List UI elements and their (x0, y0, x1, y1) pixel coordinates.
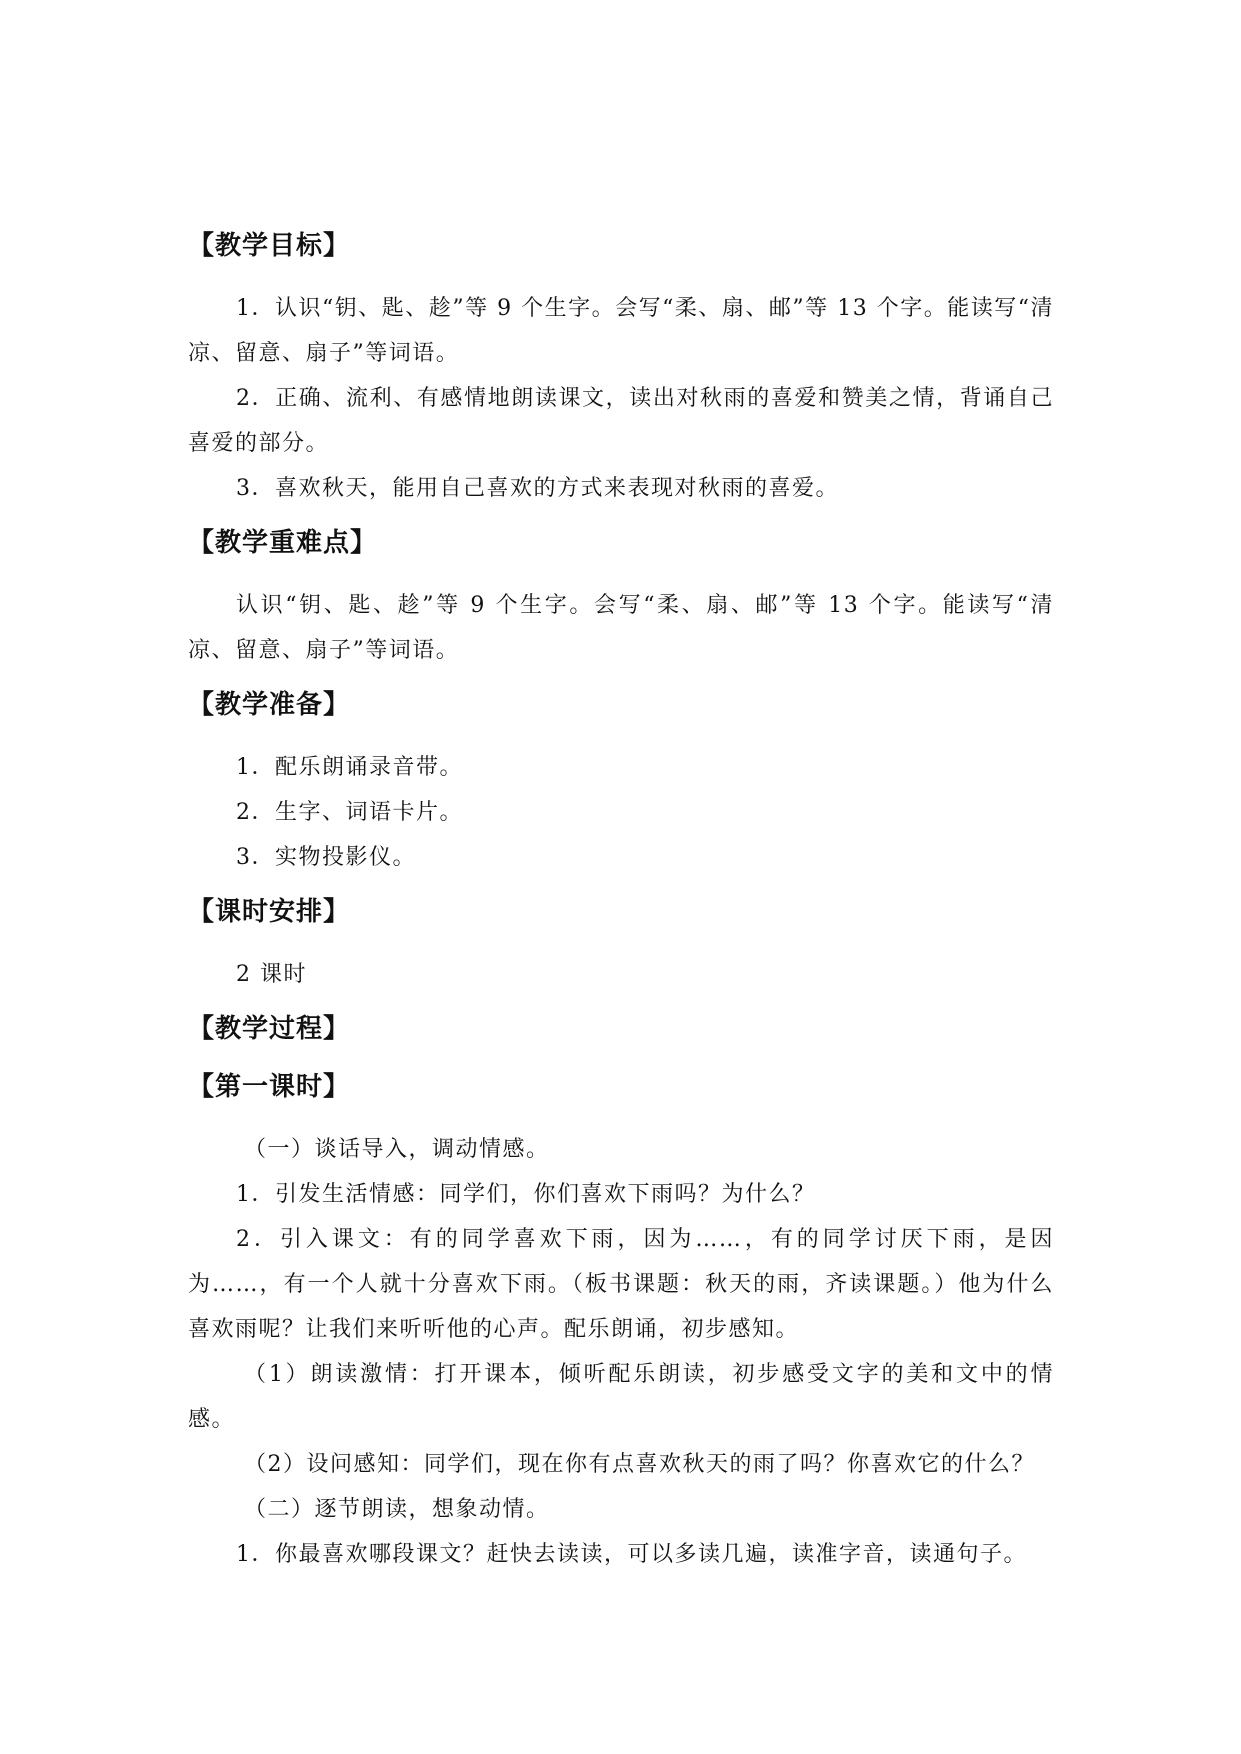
section-heading-preparation: 【教学准备】 (188, 690, 351, 720)
lesson-step-2: （二）逐节朗读，想象动情。 (244, 1497, 550, 1522)
lesson-step-1-2: 2．引入课文：有的同学喜欢下雨，因为……，有的同学讨厌下雨，是因为……，有一个人就十分喜欢下雨。（板书课题：秋天的雨，齐读课题。）他为什么喜欢雨呢？让我们来听听他的心声。配乐朗诵，初步感知。 (188, 1227, 1054, 1342)
goal-item-2: 2．正确、流利、有感情地朗读课文，读出对秋雨的喜爱和赞美之情，背诵自己喜爱的部分。 (188, 386, 1054, 456)
document-content (188, 228, 1054, 1577)
schedule-text: 2 课时 (236, 962, 307, 987)
preparation-item-1: 1．配乐朗诵录音带。 (236, 755, 463, 780)
lesson-step-1: （一）谈话导入，调动情感。 (244, 1137, 550, 1162)
lesson-step-1-2-a: （1）朗读激情：打开课本，倾听配乐朗读，初步感受文字的美和文中的情感。 (188, 1362, 1054, 1432)
section-heading-goals: 【教学目标】 (188, 231, 351, 261)
goal-item-3: 3．喜欢秋天，能用自己喜欢的方式来表现对秋雨的喜爱。 (236, 476, 839, 501)
preparation-item-3: 3．实物投影仪。 (236, 845, 416, 870)
lesson-step-2-1: 1．你最喜欢哪段课文？赶快去读读，可以多读几遍，读准字音，读通句子。 (236, 1542, 1027, 1567)
key-points-text: 认识“钥、匙、趁”等 9 个生字。会写“柔、扇、邮”等 13 个字。能读写“清凉、留意、扇子”等词语。 (188, 593, 1054, 663)
section-heading-schedule: 【课时安排】 (188, 897, 351, 927)
preparation-item-2: 2．生字、词语卡片。 (236, 800, 463, 825)
goal-item-1: 1．认识“钥、匙、趁”等 9 个生字。会写“柔、扇、邮”等 13 个字。能读写“清凉、留意、扇子”等词语。 (188, 296, 1054, 366)
lesson-step-1-1: 1．引发生活情感：同学们，你们喜欢下雨吗？为什么？ (236, 1182, 816, 1207)
section-heading-process: 【教学过程】 (188, 1014, 351, 1044)
lesson-step-1-2-b: （2）设问感知：同学们，现在你有点喜欢秋天的雨了吗？你喜欢它的什么？ (244, 1452, 1035, 1477)
section-heading-first-lesson: 【第一课时】 (188, 1072, 351, 1102)
section-heading-key-points: 【教学重难点】 (188, 528, 378, 558)
